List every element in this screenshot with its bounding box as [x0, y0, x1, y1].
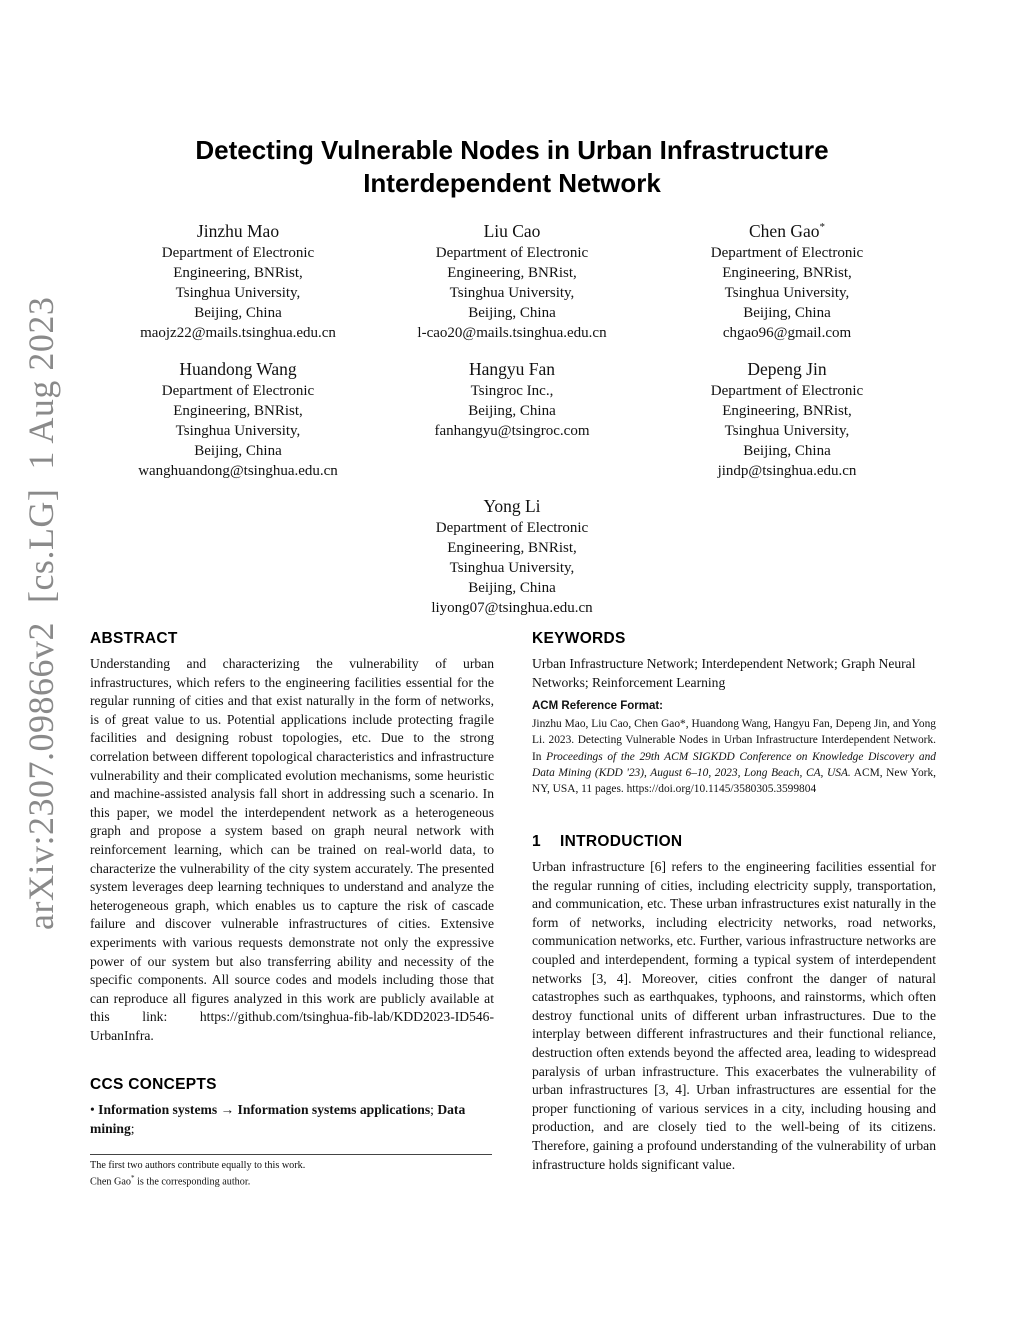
author-block	[362, 358, 662, 441]
author-block	[88, 220, 388, 343]
author-location: Beijing, China	[194, 305, 282, 321]
acm-reference-text: Jinzhu Mao, Liu Cao, Chen Gao*, Huandong Wang, Hangyu Fan, Depeng Jin, and Yong Li. 2023. Detecting Vulnerable Nodes in Urban Infrastructure Interdependent Network. In Proceedings of the 29th ACM SIGKDD Conference on Knowledge Discovery and Data Mining (KDD '23), August 6–10, 2023, Long Beach, CA, USA. ACM, New York, NY, USA, 11 pages. https://doi.org/10.1145/3580305.3599804	[532, 718, 936, 796]
author-email[interactable]: jindp@tsinghua.edu.cn	[717, 463, 857, 479]
keywords-heading: KEYWORDS	[532, 630, 626, 647]
author-affiliation: Engineering, BNRist,	[447, 540, 577, 556]
author-affiliation: Tsinghua University,	[449, 285, 575, 301]
author-email[interactable]: chgao96@gmail.com	[722, 325, 852, 341]
ccs-bullet: •	[90, 1102, 95, 1117]
author-block	[88, 358, 388, 481]
corresponding-author-mark: *	[819, 221, 825, 234]
author-email[interactable]: l-cao20@mails.tsinghua.edu.cn	[417, 325, 607, 341]
author-location: Beijing, China	[743, 443, 831, 459]
author-affiliation: Department of Electronic	[435, 520, 589, 536]
author-location: Beijing, China	[468, 305, 556, 321]
introduction-text: Urban infrastructure [6] refers to the engineering facilities essential for the regular running of cities, including electricity supply, transportation, and communication, etc. These urban infrastructures exist naturally in the form of networks, including electricity networks, road networks, communication networks, etc. Further, various infrastructure networks are coupled and interdependent, forming a typical system of interdependent networks [3, 4]. Moreover, cities confront the danger of natural catastrophes such as earthquakes, typhoons, and rainstorms, which often destroy functional units of different urban infrastructures. Due to the interplay between different infrastructures and their functional reliance, destruction often extends beyond the affected area, leading to widespread paralysis of urban infrastructure. This exacerbates the vulnerability of urban infrastructures [3, 4]. Urban infrastructures are essential for the proper functioning of various services in a city, including housing and production, and are closely tied to the well-being of its citizens. Therefore, gaining a profound understanding of the vulnerability of urban infrastructure holds significant value.	[532, 859, 936, 1172]
footnote-corresponding: Chen Gao* is the corresponding author.	[90, 1174, 251, 1188]
keywords-text: Urban Infrastructure Network; Interdependent Network; Graph Neural Networks; Reinforcement Learning	[532, 656, 916, 690]
author-name: Depeng Jin	[747, 359, 827, 379]
title-line-1: Detecting Vulnerable Nodes in Urban Infrastructure	[195, 135, 829, 165]
ccs-item: Data mining	[90, 1102, 466, 1136]
author-affiliation: Tsinghua University,	[175, 423, 301, 439]
author-location: Beijing, China	[468, 580, 556, 596]
author-name: Chen Gao*	[749, 221, 825, 241]
paper-title	[0, 134, 1024, 200]
ccs-item: Information systems	[98, 1102, 218, 1117]
author-name: Jinzhu Mao	[196, 221, 280, 241]
abstract-heading: ABSTRACT	[90, 630, 178, 647]
ccs-concepts	[90, 1100, 494, 1138]
author-affiliation: Tsinghua University,	[724, 423, 850, 439]
ccs-item: Information systems applications	[237, 1102, 431, 1117]
author-affiliation: Tsinghua University,	[724, 285, 850, 301]
author-affiliation: Tsinghua University,	[449, 560, 575, 576]
acm-reference-heading: ACM Reference Format:	[532, 700, 663, 712]
footnote-rule	[90, 1154, 492, 1155]
author-block	[362, 495, 662, 618]
author-email[interactable]: liyong07@tsinghua.edu.cn	[431, 600, 593, 616]
author-email[interactable]: fanhangyu@tsingroc.com	[434, 423, 590, 439]
author-name: Yong Li	[483, 496, 541, 516]
introduction-heading: 1 INTRODUCTION	[532, 833, 683, 850]
author-affiliation: Tsinghua University,	[175, 285, 301, 301]
author-affiliation: Engineering, BNRist,	[173, 403, 303, 419]
title-line-2: Interdependent Network	[363, 168, 661, 198]
author-name: Liu Cao	[483, 221, 541, 241]
author-block	[362, 220, 662, 343]
author-location: Beijing, China	[194, 443, 282, 459]
author-block	[637, 220, 937, 343]
abstract-text: Understanding and characterizing the vulnerability of urban infrastructures, which refers to the engineering facilities essential for the regular running of cities and that exist naturally in the form of networks, is of great value to us. Potential applications include protecting fragile facilities and designing robust topologies, etc. Due to the strong correlation between different topological characteristics and infrastructure vulnerability and their complicated evolution mechanisms, some heuristic and machine-assisted analysis fall short in addressing such a scenario. In this paper, we model the interdependent network as a heterogeneous graph and propose a system based on graph neural network with reinforcement learning, which can be trained on real-world data, to characterize the vulnerability of the city system accurately. The presented system leverages deep learning techniques to understand and analyze the heterogeneous graph, which enables us to capture the risk of cascade failure and discover vulnerable infrastructures of cities. Extensive experiments with various requests demonstrate not only the expressive power of our system but also transferring ability and necessity of the specific components. All source codes and models including those that can reproduce all figures analyzed in this work are publicly available at this link: https://github.com/tsinghua-fib-lab/KDD2023-ID546-UrbanInfra.	[90, 656, 494, 1043]
author-email[interactable]: maojz22@mails.tsinghua.edu.cn	[140, 325, 336, 341]
ccs-arrow: →	[220, 1102, 235, 1117]
author-affiliation: Engineering, BNRist,	[722, 403, 852, 419]
author-name: Hangyu Fan	[468, 359, 556, 379]
author-affiliation: Tsingroc Inc.,	[470, 383, 554, 399]
author-affiliation: Department of Electronic	[161, 383, 315, 399]
author-affiliation: Department of Electronic	[710, 383, 864, 399]
author-affiliation: Engineering, BNRist,	[722, 265, 852, 281]
author-affiliation: Engineering, BNRist,	[173, 265, 303, 281]
author-location: Beijing, China	[743, 305, 831, 321]
arxiv-identifier[interactable]: arXiv:2307.09866v2 [cs.LG] 1 Aug 2023	[21, 296, 61, 930]
author-location: Beijing, China	[468, 403, 556, 419]
author-email[interactable]: wanghuandong@tsinghua.edu.cn	[138, 463, 338, 479]
author-affiliation: Engineering, BNRist,	[447, 265, 577, 281]
author-affiliation: Department of Electronic	[435, 245, 589, 261]
ccs-heading: CCS CONCEPTS	[90, 1076, 217, 1093]
author-affiliation: Department of Electronic	[161, 245, 315, 261]
author-block	[637, 358, 937, 481]
author-affiliation: Department of Electronic	[710, 245, 864, 261]
ccs-separator: ;	[130, 1121, 135, 1136]
section-number: 1	[532, 833, 541, 850]
author-name: Huandong Wang	[179, 359, 297, 379]
ccs-separator: ;	[430, 1102, 434, 1117]
footnote-equal-contribution: The first two authors contribute equally to this work.	[90, 1160, 306, 1171]
